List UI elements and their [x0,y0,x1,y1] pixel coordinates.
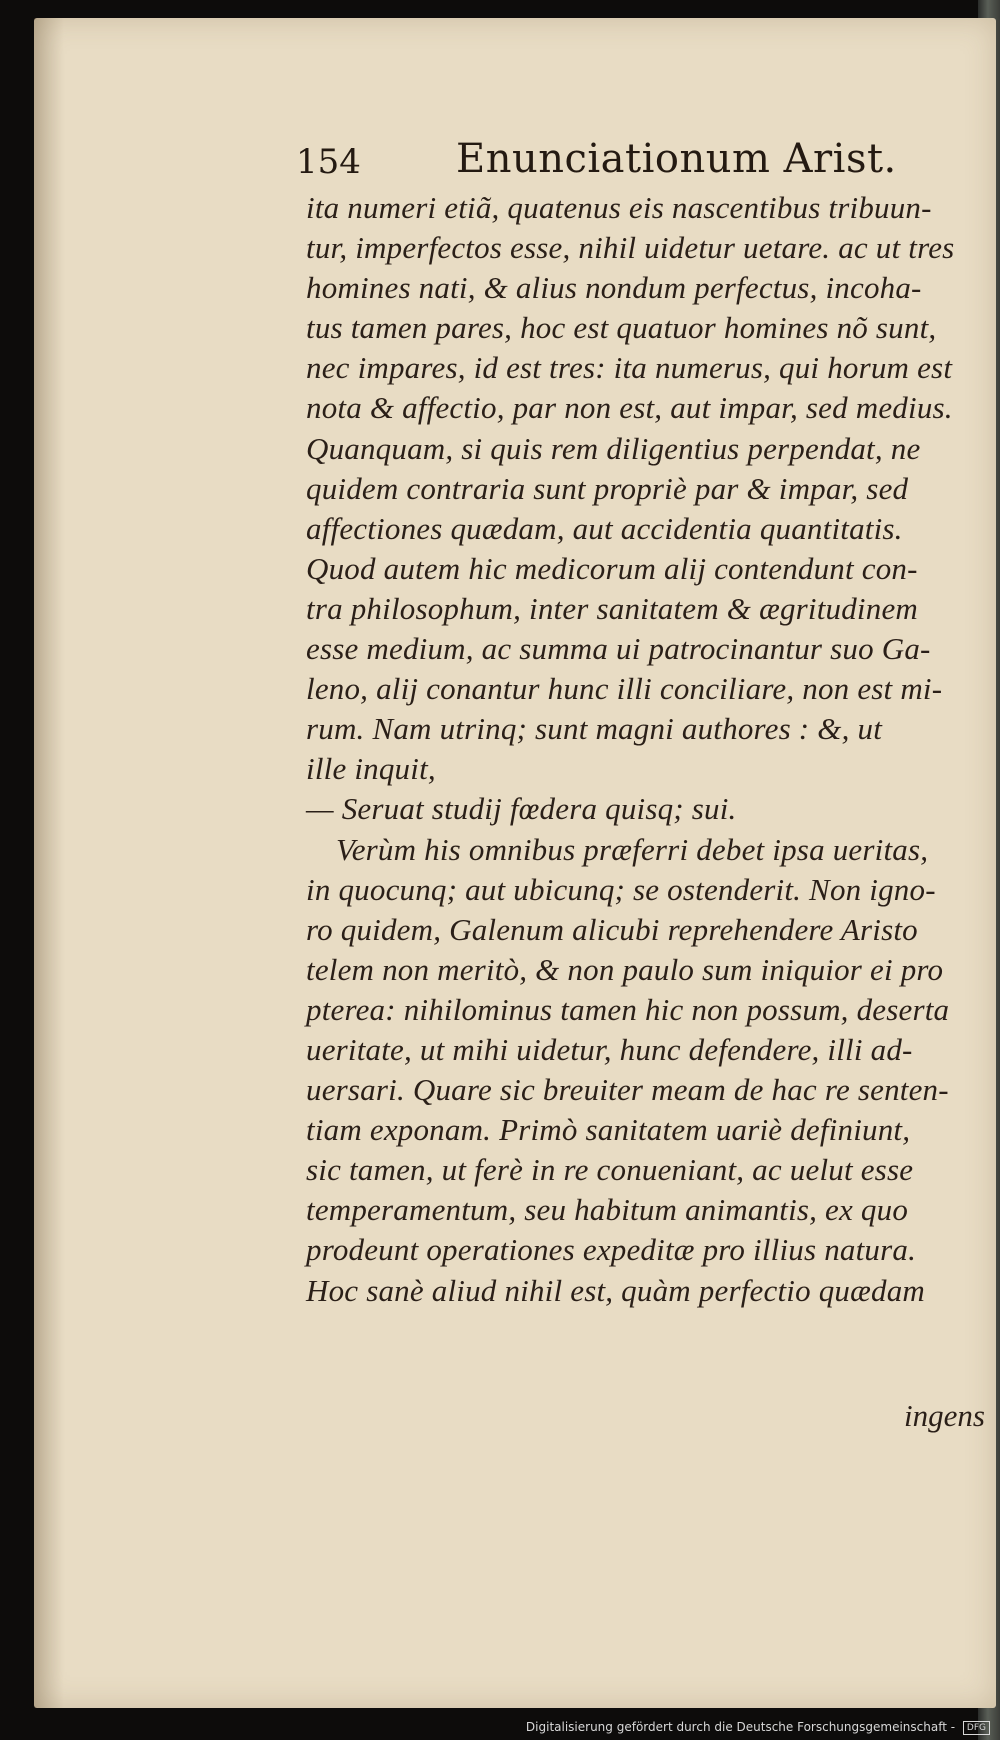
text-line: ueritate, ut mihi uidetur, hunc defendere, illi ad- [306,1031,913,1067]
text-line: rum. Nam utrinq; sunt magni authores : &, ut [306,711,883,747]
text-line: tra philosophum, inter sanitatem & ægritudinem [306,590,918,626]
text-line: in quocunq; aut ubicunq; se ostenderit. Non igno- [306,871,936,907]
text-line: affectiones quædam, aut accidentia quantitatis. [306,510,903,546]
text-line: quidem contraria sunt propriè par & impar, sed [306,470,909,506]
text-line: temperamentum, seu habitum animantis, ex quo [306,1192,909,1228]
text-line: nota & affectio, par non est, aut impar, sed medius. [306,390,953,426]
text-line: tiam exponam. Primò sanitatem uariè definiunt, [306,1112,911,1148]
text-line: ro quidem, Galenum alicubi reprehendere Aristo [306,911,918,947]
catchword: ingens [904,1398,985,1433]
text-line: tur, imperfectos esse, nihil uidetur uetare. ac ut tres [306,230,955,266]
page-number: 154 [296,142,361,182]
text-line: pterea: nihilominus tamen hic non possum, deserta [306,991,950,1027]
text-line: sic tamen, ut ferè in re conueniant, ac uelut esse [306,1152,914,1188]
verse-line: — Seruat studij fœdera quisq; sui. [306,791,737,827]
text-line: prodeunt operationes expeditæ pro illius natura. [306,1232,917,1268]
text-line: leno, alij conantur hunc illi conciliare, non est mi- [306,671,943,707]
text-line: Quanquam, si quis rem diligentius perpendat, ne [306,430,921,466]
text-line: ille inquit, [306,751,436,787]
text-line: esse medium, ac summa ui patrocinantur suo Ga- [306,631,931,667]
text-line: Quod autem hic medicorum alij contendunt con- [306,550,918,586]
page-gutter-shadow [34,18,64,1708]
page-header [296,136,976,192]
dfg-logo: DFG [963,1721,990,1735]
body-text [306,188,982,1311]
digitization-credit [526,1720,990,1735]
text-line: Verùm his omnibus præferri debet ipsa ueritas, [336,831,929,867]
text-line: ita numeri etiã, quatenus eis nascentibus tribuun- [306,190,932,225]
text-line: nec impares, id est tres: ita numerus, qui horum est [306,350,953,386]
text-line: tus tamen pares, hoc est quatuor homines nõ sunt, [306,310,937,346]
running-head: Enunciationum Arist. [456,136,897,182]
text-line: telem non meritò, & non paulo sum iniquior ei pro [306,951,944,987]
text-line: Hoc sanè aliud nihil est, quàm perfectio quædam [306,1272,926,1308]
text-line: uersari. Quare sic breuiter meam de hac re senten- [306,1072,949,1108]
text-line: homines nati, & alius nondum perfectus, incoha- [306,270,922,306]
credit-text: Digitalisierung gefördert durch die Deutsche Forschungsgemeinschaft - [525,1720,956,1734]
